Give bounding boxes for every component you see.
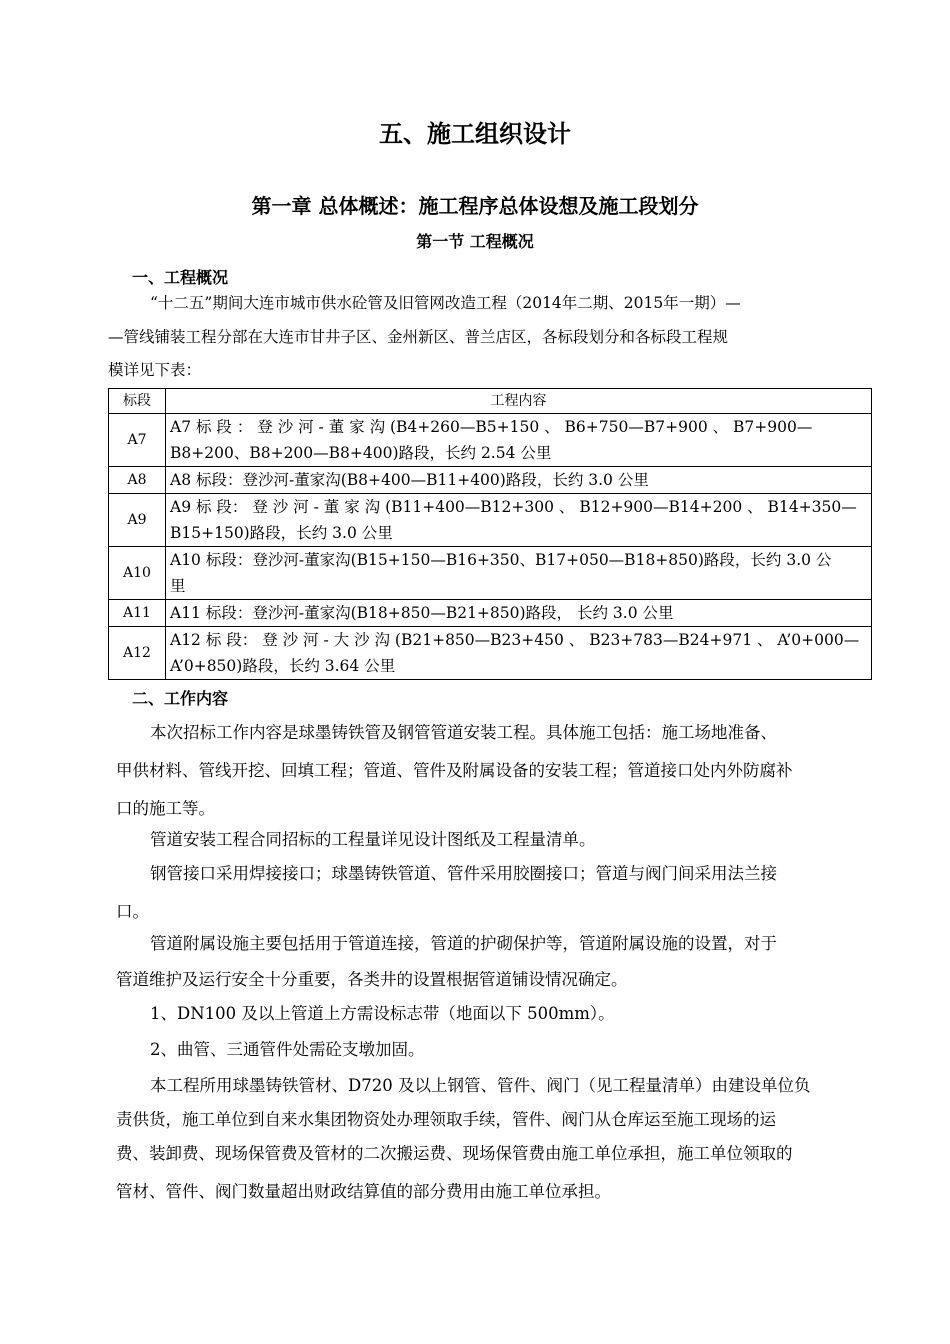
row-line: B8+200、B8+200—B8+400)路段，长约 2.54 公里	[170, 444, 552, 462]
paragraph-line: 责供货，施工单位到自来水集团物资处办理领取手续，管件、阀门从仓库运至施工现场的运	[116, 1110, 776, 1129]
row-line: A10 标段：登沙河-董家沟(B15+150—B16+350、B17+050—B18+850)路段，长约 3.0 公	[170, 551, 832, 569]
paragraph-line: 管道安装工程合同招标的工程量详见设计图纸及工程量清单。	[150, 830, 596, 849]
row-id: A9	[109, 494, 166, 547]
chapter-heading: 第一章 总体概述：施工程序总体设想及施工段划分	[251, 194, 699, 218]
row-id: A11	[109, 600, 166, 627]
heading-work: 二、工作内容	[132, 689, 229, 708]
table-row	[109, 627, 872, 680]
table-row	[109, 547, 872, 600]
paragraph-line: 本工程所用球墨铸铁管材、D720 及以上钢管、管件、阀门（见工程量清单）由建设单位负	[150, 1076, 811, 1095]
row-content	[166, 414, 872, 467]
row-line: A’0+850)路段，长约 3.64 公里	[170, 657, 396, 675]
paragraph-line: 管材、管件、阀门数量超出财政结算值的部分费用由施工单位承担。	[116, 1182, 611, 1201]
paragraph-line: 口。	[116, 902, 149, 921]
row-id: A10	[109, 547, 166, 600]
paragraph-line: 1、DN100 及以上管道上方需设标志带（地面以下 500mm）。	[150, 1004, 615, 1023]
table-row	[109, 600, 872, 627]
header-content: 工程内容	[166, 389, 872, 414]
row-content	[166, 547, 872, 600]
paragraph-line: 费、装卸费、现场保管费及管材的二次搬运费、现场保管费由施工单位承担，施工单位领取的	[116, 1144, 793, 1163]
row-line: A11 标段：登沙河-董家沟(B18+850—B21+850)路段， 长约 3.0 公里	[170, 604, 674, 622]
row-line: A9 标 段： 登 沙 河 - 董 家 沟 (B11+400—B12+300 、 B12+900—B14+200 、 B14+350—	[170, 498, 857, 516]
table-row	[109, 414, 872, 467]
row-content	[166, 494, 872, 547]
document-title: 五、施工组织设计	[379, 120, 571, 148]
sections-table	[108, 388, 872, 680]
row-line: B15+150)路段，长约 3.0 公里	[170, 524, 393, 542]
paragraph-line: 口的施工等。	[116, 799, 215, 818]
paragraph-line: 管道附属设施主要包括用于管道连接，管道的护砌保护等，管道附属设施的设置，对于	[150, 934, 777, 953]
row-id: A12	[109, 627, 166, 680]
paragraph-line: 2、曲管、三通管件处需砼支墩加固。	[150, 1040, 425, 1059]
row-line: 里	[170, 577, 186, 595]
paragraph-line: 管道维护及运行安全十分重要，各类井的设置根据管道铺设情况确定。	[116, 970, 628, 989]
table-row	[109, 467, 872, 494]
row-content	[166, 627, 872, 680]
row-line: A12 标 段： 登 沙 河 - 大 沙 沟 (B21+850—B23+450 、 B23+783—B24+971 、 A’0+000—	[170, 631, 860, 649]
row-line: A8 标段：登沙河-董家沟(B8+400—B11+400)路段，长约 3.0 公里	[170, 471, 649, 489]
table-row	[109, 494, 872, 547]
row-content	[166, 600, 872, 627]
paragraph-line: 甲供材料、管线开挖、回填工程；管道、管件及附属设备的安装工程；管道接口处内外防腐补	[116, 761, 793, 780]
heading-overview: 一、工程概况	[132, 268, 229, 287]
section-heading: 第一节 工程概况	[416, 232, 534, 251]
intro-line-2: —管线铺装工程分部在大连市甘井子区、金州新区、普兰店区，各标段划分和各标段工程规	[108, 328, 729, 346]
paragraph-line: 钢管接口采用焊接接口；球墨铸铁管道、管件采用胶圈接口；管道与阀门间采用法兰接	[150, 864, 777, 883]
table-header-row	[109, 389, 872, 414]
row-id: A8	[109, 467, 166, 494]
paragraph-line: 本次招标工作内容是球墨铸铁管及钢管管道安装工程。具体施工包括：施工场地准备、	[150, 723, 777, 742]
header-section: 标段	[109, 389, 166, 414]
intro-line-1: “十二五”期间大连市城市供水砼管及旧管网改造工程（2014年二期、2015年一期）—	[150, 294, 741, 312]
row-line: A7 标 段 ： 登 沙 河 - 董 家 沟 (B4+260—B5+150 、 B6+750—B7+900 、 B7+900—	[170, 418, 813, 436]
row-id: A7	[109, 414, 166, 467]
row-content	[166, 467, 872, 494]
intro-line-3: 模详见下表：	[108, 361, 202, 379]
